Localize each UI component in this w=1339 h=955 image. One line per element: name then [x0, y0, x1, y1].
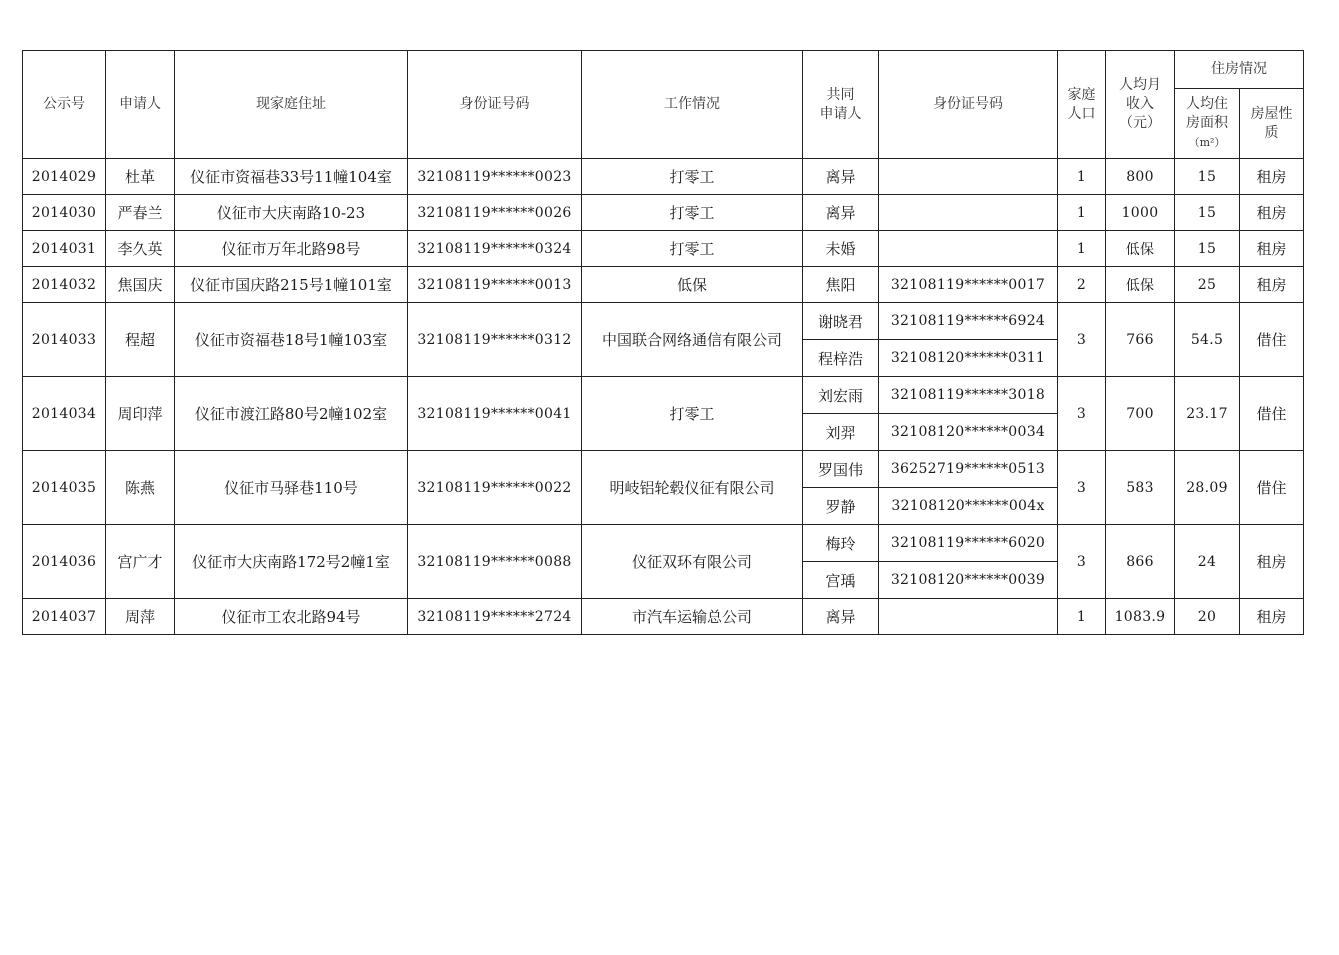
cell-notice-no: 2014029 — [23, 159, 106, 195]
cell-income: 1083.9 — [1106, 599, 1175, 635]
cell-applicant-name: 焦国庆 — [106, 267, 175, 303]
cell-id-no: 32108119******0324 — [408, 231, 582, 267]
cell-area: 54.5 — [1175, 303, 1240, 377]
cell-house-type: 租房 — [1240, 159, 1304, 195]
cell-work: 打零工 — [582, 159, 803, 195]
cell-co-id-no: 36252719******0513 — [879, 451, 1058, 488]
cell-id-no: 32108119******0041 — [408, 377, 582, 451]
cell-applicant-name: 周萍 — [106, 599, 175, 635]
cell-house-type: 租房 — [1240, 267, 1304, 303]
table-row — [23, 599, 1304, 635]
cell-co-id-no: 32108119******0017 — [879, 267, 1058, 303]
cell-id-no: 32108119******0013 — [408, 267, 582, 303]
table-row — [23, 303, 1304, 340]
cell-family-pop: 2 — [1058, 267, 1106, 303]
cell-address: 仪征市大庆南路172号2幢1室 — [175, 525, 408, 599]
header-family-line1: 家庭 — [1067, 86, 1096, 103]
table-row — [23, 195, 1304, 231]
cell-id-no: 32108119******0022 — [408, 451, 582, 525]
cell-co-applicant: 未婚 — [803, 231, 879, 267]
cell-notice-no: 2014034 — [23, 377, 106, 451]
header-family-line2: 人口 — [1067, 105, 1096, 122]
header-nature-line1: 房屋性 — [1250, 105, 1293, 122]
cell-applicant-name: 程超 — [106, 303, 175, 377]
cell-applicant-name: 李久英 — [106, 231, 175, 267]
cell-family-pop: 3 — [1058, 377, 1106, 451]
cell-work: 市汽车运输总公司 — [582, 599, 803, 635]
cell-area: 25 — [1175, 267, 1240, 303]
cell-co-applicant: 刘羿 — [803, 414, 879, 451]
cell-family-pop: 3 — [1058, 451, 1106, 525]
cell-notice-no: 2014037 — [23, 599, 106, 635]
cell-co-id-no — [879, 195, 1058, 231]
cell-co-id-no: 32108119******3018 — [879, 377, 1058, 414]
cell-income: 766 — [1106, 303, 1175, 377]
cell-co-applicant: 离异 — [803, 159, 879, 195]
cell-income: 800 — [1106, 159, 1175, 195]
cell-co-id-no: 32108120******0034 — [879, 414, 1058, 451]
cell-area: 20 — [1175, 599, 1240, 635]
cell-id-no: 32108119******0088 — [408, 525, 582, 599]
cell-family-pop: 1 — [1058, 231, 1106, 267]
header-co-applicant — [803, 51, 879, 159]
cell-applicant-name: 杜革 — [106, 159, 175, 195]
cell-co-id-no: 32108120******0311 — [879, 340, 1058, 377]
header-address: 现家庭住址 — [175, 51, 408, 159]
table-header — [23, 51, 1304, 159]
header-applicant: 申请人 — [106, 51, 175, 159]
cell-notice-no: 2014035 — [23, 451, 106, 525]
cell-applicant-name: 周印萍 — [106, 377, 175, 451]
cell-notice-no: 2014032 — [23, 267, 106, 303]
cell-co-applicant: 焦阳 — [803, 267, 879, 303]
cell-income: 700 — [1106, 377, 1175, 451]
cell-co-id-no — [879, 231, 1058, 267]
header-income — [1106, 51, 1175, 159]
header-nature-line2: 质 — [1264, 124, 1279, 141]
cell-house-type: 借住 — [1240, 451, 1304, 525]
cell-co-applicant: 离异 — [803, 599, 879, 635]
cell-address: 仪征市万年北路98号 — [175, 231, 408, 267]
table-body — [23, 159, 1304, 635]
cell-co-id-no — [879, 159, 1058, 195]
table-row — [23, 159, 1304, 195]
cell-address: 仪征市国庆路215号1幢101室 — [175, 267, 408, 303]
cell-address: 仪征市工农北路94号 — [175, 599, 408, 635]
cell-co-applicant: 宫瑀 — [803, 562, 879, 599]
cell-address: 仪征市大庆南路10-23 — [175, 195, 408, 231]
cell-area: 23.17 — [1175, 377, 1240, 451]
header-work: 工作情况 — [582, 51, 803, 159]
header-family — [1058, 51, 1106, 159]
cell-house-type: 租房 — [1240, 231, 1304, 267]
cell-id-no: 32108119******0023 — [408, 159, 582, 195]
cell-address: 仪征市马驿巷110号 — [175, 451, 408, 525]
header-id-no: 身份证号码 — [408, 51, 582, 159]
cell-notice-no: 2014033 — [23, 303, 106, 377]
applicant-table — [22, 50, 1304, 635]
cell-income: 低保 — [1106, 267, 1175, 303]
table-row — [23, 377, 1304, 414]
cell-id-no: 32108119******0312 — [408, 303, 582, 377]
header-notice-no: 公示号 — [23, 51, 106, 159]
header-co-applicant-line1: 共同 — [826, 86, 855, 103]
cell-applicant-name: 陈燕 — [106, 451, 175, 525]
table-row — [23, 525, 1304, 562]
cell-co-id-no: 32108120******0039 — [879, 562, 1058, 599]
cell-income: 866 — [1106, 525, 1175, 599]
cell-work: 打零工 — [582, 195, 803, 231]
header-income-line1: 人均月 — [1119, 77, 1161, 93]
cell-area: 24 — [1175, 525, 1240, 599]
cell-area: 15 — [1175, 231, 1240, 267]
header-housing: 住房情况 — [1175, 51, 1304, 89]
cell-work: 仪征双环有限公司 — [582, 525, 803, 599]
cell-co-id-no: 32108120******004x — [879, 488, 1058, 525]
cell-work: 明岐铝轮毂仪征有限公司 — [582, 451, 803, 525]
cell-house-type: 租房 — [1240, 525, 1304, 599]
cell-family-pop: 1 — [1058, 159, 1106, 195]
cell-family-pop: 3 — [1058, 525, 1106, 599]
cell-id-no: 32108119******0026 — [408, 195, 582, 231]
cell-address: 仪征市渡江路80号2幢102室 — [175, 377, 408, 451]
cell-family-pop: 1 — [1058, 195, 1106, 231]
cell-house-type: 租房 — [1240, 195, 1304, 231]
table-row — [23, 451, 1304, 488]
cell-co-applicant: 程梓浩 — [803, 340, 879, 377]
header-co-id-no: 身份证号码 — [879, 51, 1058, 159]
cell-id-no: 32108119******2724 — [408, 599, 582, 635]
cell-applicant-name: 严春兰 — [106, 195, 175, 231]
cell-co-applicant: 刘宏雨 — [803, 377, 879, 414]
cell-area: 15 — [1175, 159, 1240, 195]
cell-co-id-no: 32108119******6020 — [879, 525, 1058, 562]
cell-notice-no: 2014036 — [23, 525, 106, 599]
cell-area: 15 — [1175, 195, 1240, 231]
cell-co-applicant: 罗静 — [803, 488, 879, 525]
cell-income: 583 — [1106, 451, 1175, 525]
cell-address: 仪征市资福巷18号1幢103室 — [175, 303, 408, 377]
cell-co-id-no: 32108119******6924 — [879, 303, 1058, 340]
cell-co-applicant: 离异 — [803, 195, 879, 231]
cell-co-id-no — [879, 599, 1058, 635]
header-area-line2: 房面积 — [1186, 115, 1228, 131]
cell-income: 1000 — [1106, 195, 1175, 231]
header-area-line3: （m²） — [1188, 136, 1226, 149]
cell-work: 低保 — [582, 267, 803, 303]
header-income-line3: （元） — [1119, 115, 1161, 131]
table-row — [23, 267, 1304, 303]
cell-notice-no: 2014030 — [23, 195, 106, 231]
cell-work: 打零工 — [582, 231, 803, 267]
cell-area: 28.09 — [1175, 451, 1240, 525]
cell-notice-no: 2014031 — [23, 231, 106, 267]
cell-family-pop: 3 — [1058, 303, 1106, 377]
header-income-line2: 收入 — [1126, 96, 1154, 112]
cell-co-applicant: 梅玲 — [803, 525, 879, 562]
cell-house-type: 借住 — [1240, 377, 1304, 451]
cell-work: 中国联合网络通信有限公司 — [582, 303, 803, 377]
header-area — [1175, 89, 1240, 159]
table-row — [23, 231, 1304, 267]
cell-co-applicant: 谢晓君 — [803, 303, 879, 340]
cell-co-applicant: 罗国伟 — [803, 451, 879, 488]
cell-work: 打零工 — [582, 377, 803, 451]
cell-family-pop: 1 — [1058, 599, 1106, 635]
header-area-line1: 人均住 — [1186, 96, 1228, 112]
cell-applicant-name: 宫广才 — [106, 525, 175, 599]
cell-address: 仪征市资福巷33号11幢104室 — [175, 159, 408, 195]
header-nature — [1240, 89, 1304, 159]
header-co-applicant-line2: 申请人 — [819, 105, 862, 122]
cell-house-type: 借住 — [1240, 303, 1304, 377]
cell-income: 低保 — [1106, 231, 1175, 267]
cell-house-type: 租房 — [1240, 599, 1304, 635]
